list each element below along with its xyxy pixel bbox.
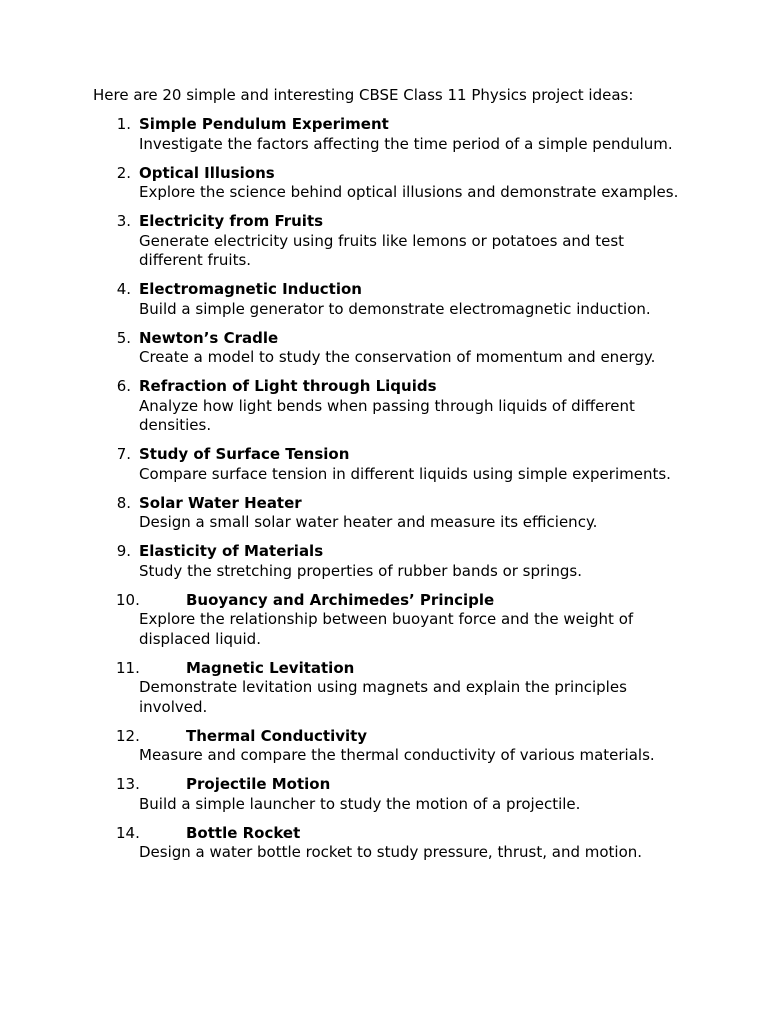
item-title: Study of Surface Tension <box>139 445 350 463</box>
list-item <box>0 280 768 319</box>
item-description: Design a small solar water heater and measure its efficiency. <box>139 513 598 531</box>
item-description: Create a model to study the conservation of momentum and energy. <box>139 348 656 366</box>
item-description: Investigate the factors affecting the time period of a simple pendulum. <box>139 134 673 153</box>
item-description: Analyze how light bends when passing through liquids of different densities. <box>139 396 635 434</box>
list-item <box>0 591 768 650</box>
item-title: Newton’s Cradle <box>139 328 279 347</box>
item-number: 6. <box>116 377 131 395</box>
list-item <box>0 377 768 436</box>
list-item <box>0 727 768 766</box>
item-title: Buoyancy and Archimedes’ Principle <box>186 590 495 609</box>
item-title: Magnetic Levitation <box>186 658 355 677</box>
item-number: 13. <box>116 775 140 793</box>
list-item <box>0 329 768 368</box>
list-item <box>0 542 768 581</box>
item-number: 2. <box>116 163 131 182</box>
item-number: 9. <box>116 542 131 560</box>
item-number: 10. <box>116 590 140 609</box>
list-item <box>0 164 768 203</box>
item-title: Solar Water Heater <box>139 493 302 512</box>
item-description: Demonstrate levitation using magnets and explain the principles involved. <box>139 678 627 716</box>
item-title: Thermal Conductivity <box>186 726 368 745</box>
item-number: 12. <box>116 726 140 745</box>
intro-text: Here are 20 simple and interesting CBSE Class 11 Physics project ideas: <box>93 86 634 104</box>
item-number: 14. <box>116 823 140 842</box>
item-description: Explore the relationship between buoyant force and the weight of displaced liquid. <box>139 610 634 648</box>
item-title: Refraction of Light through Liquids <box>139 377 437 395</box>
item-description: Compare surface tension in different liquids using simple experiments. <box>139 464 671 483</box>
item-number: 11. <box>116 658 140 677</box>
item-description: Study the stretching properties of rubber bands or springs. <box>139 561 582 580</box>
item-title: Projectile Motion <box>186 775 331 793</box>
list-item <box>0 659 768 718</box>
item-title: Electromagnetic Induction <box>139 280 362 298</box>
project-list <box>0 115 768 872</box>
item-title: Bottle Rocket <box>186 823 301 842</box>
list-item <box>0 115 768 154</box>
item-number: 7. <box>116 445 131 463</box>
item-number: 3. <box>116 212 131 230</box>
item-description: Build a simple launcher to study the motion of a projectile. <box>139 794 581 813</box>
item-description: Design a water bottle rocket to study pressure, thrust, and motion. <box>139 843 643 861</box>
item-description: Build a simple generator to demonstrate electromagnetic induction. <box>139 299 651 318</box>
item-number: 5. <box>116 328 131 347</box>
list-item <box>0 494 768 533</box>
list-item <box>0 775 768 814</box>
item-description: Generate electricity using fruits like lemons or potatoes and test different fruits. <box>139 231 625 269</box>
item-description: Explore the science behind optical illusions and demonstrate examples. <box>139 183 679 201</box>
item-number: 1. <box>116 115 131 133</box>
item-title: Electricity from Fruits <box>139 212 324 230</box>
list-item <box>0 212 768 271</box>
item-number: 4. <box>116 280 131 298</box>
item-title: Optical Illusions <box>139 163 275 182</box>
list-item <box>0 445 768 484</box>
list-item <box>0 824 768 863</box>
item-number: 8. <box>116 493 131 512</box>
item-title: Elasticity of Materials <box>139 542 324 560</box>
item-title: Simple Pendulum Experiment <box>139 115 389 133</box>
item-description: Measure and compare the thermal conductivity of various materials. <box>139 746 655 764</box>
